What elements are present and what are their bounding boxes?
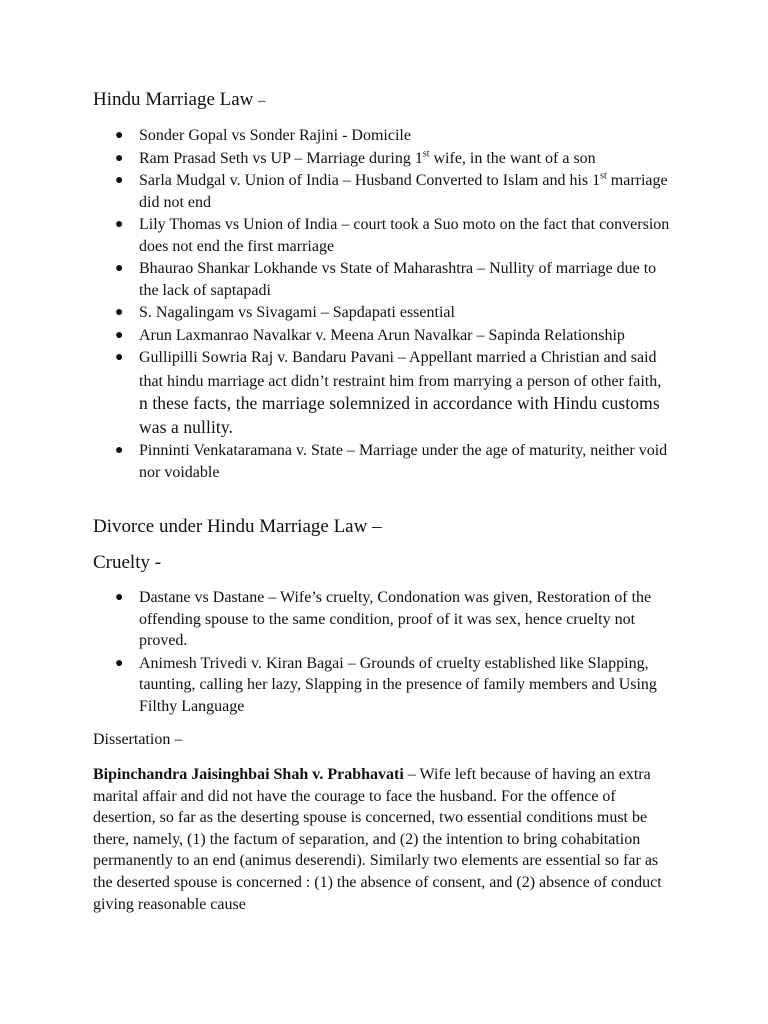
list-item-text: Sonder Gopal vs Sonder Rajini - Domicile	[139, 127, 411, 144]
heading-divorce: Divorce under Hindu Marriage Law –	[93, 516, 382, 537]
paragraph-text: – Wife left because of having an extra marital affair and did not have the courage to face the husband. For the offence of desertion, so far as the deserting spouse is concerned, two essential conditions must be there, namely, (1) the factum of separation, and (2) the intention to bring cohabitation permanently to an end (animus deserendi). Similarly two elements are essential so far as the deserted spouse is concerned : (1) the absence of consent, and (2) absence of conduct giving reasonable cause	[93, 766, 662, 913]
list-item	[93, 258, 672, 301]
heading-cruelty: Cruelty -	[93, 552, 162, 573]
list-item	[93, 440, 672, 483]
list-item-text: Lily Thomas vs Union of India – court took a Suo moto on the fact that conversion does not end the first marriage	[139, 216, 670, 255]
list-item	[93, 325, 672, 347]
list-item-text: Gullipilli Sowria Raj v. Bandaru Pavani – Appellant married a Christian and said that hindu marriage act didn’t restraint him from marrying a person of other faith,	[139, 349, 662, 390]
marriage-cases-list	[93, 125, 672, 483]
bullet-icon: ●	[115, 217, 124, 232]
list-item-text: S. Nagalingam vs Sivagami – Sapdapati essential	[139, 304, 455, 321]
heading-text: Hindu Marriage Law	[93, 89, 254, 110]
list-item-text: Sarla Mudgal v. Union of India – Husband Converted to Islam and his 1	[139, 172, 601, 189]
cruelty-cases-list	[93, 587, 672, 717]
bullet-icon: ●	[115, 150, 124, 166]
list-item-text-large: n these facts, the marriage solemnized in accordance with Hindu customs was a nullity.	[139, 393, 660, 437]
bullet-icon: ●	[115, 655, 124, 671]
list-item	[93, 125, 672, 147]
list-item-text: Arun Laxmanrao Navalkar v. Meena Arun Navalkar – Sapinda Relationship	[139, 326, 625, 344]
list-item	[93, 148, 672, 170]
ordinal-superscript: st	[422, 148, 430, 160]
list-item-text: Ram Prasad Seth vs UP – Marriage during 1	[139, 149, 423, 167]
list-item-text: Animesh Trivedi v. Kiran Bagai – Grounds of cruelty established like Slapping, taunting, calling her lazy, Slapping in the presence of family members and Using Filthy Language	[139, 654, 657, 715]
list-item	[93, 587, 672, 652]
list-item-text: Bhaurao Shankar Lokhande vs State of Maharashtra – Nullity of marriage due to the lack of saptapadi	[139, 260, 657, 299]
desertion-paragraph	[93, 764, 672, 915]
list-item-text-cont: marriage did not end	[139, 172, 668, 211]
list-item	[93, 302, 672, 324]
case-name: Bipinchandra Jaisinghbai Shah v. Prabhavati	[93, 766, 404, 783]
bullet-icon: ●	[115, 128, 124, 143]
ordinal-superscript: st	[600, 170, 607, 182]
bullet-icon: ●	[115, 443, 124, 458]
bullet-icon: ●	[115, 590, 124, 605]
list-item	[93, 347, 672, 439]
list-item-text: Dastane vs Dastane – Wife’s cruelty, Condonation was given, Restoration of the offending spouse to the same condition, proof of it was sex, hence cruelty not proved.	[139, 589, 652, 649]
heading-dash: –	[258, 93, 266, 109]
list-item-text-cont: wife, in the want of a son	[429, 149, 596, 167]
bullet-icon: ●	[115, 305, 124, 320]
heading-hindu-marriage-law	[93, 88, 672, 113]
list-item	[93, 170, 672, 213]
heading-dissertation: Dissertation –	[93, 731, 183, 748]
bullet-icon: ●	[115, 261, 124, 276]
bullet-icon: ●	[115, 173, 124, 188]
bullet-icon: ●	[115, 350, 124, 365]
list-item-text: Pinninti Venkataramana v. State – Marriage under the age of maturity, neither void nor voidable	[139, 442, 668, 481]
list-item	[93, 653, 672, 718]
list-item	[93, 214, 672, 257]
bullet-icon: ●	[115, 327, 124, 343]
